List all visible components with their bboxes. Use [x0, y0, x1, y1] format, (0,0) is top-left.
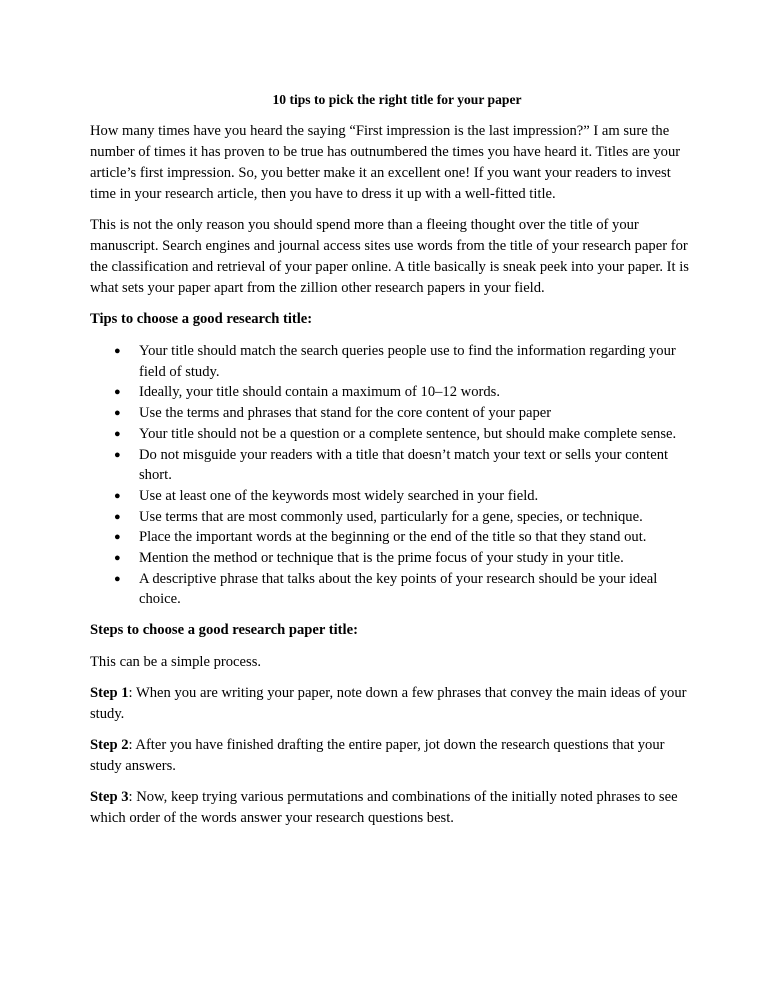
bullet-icon: ● [114, 448, 121, 461]
intro-paragraph-2: This is not the only reason you should spend more than a fleeing thought over the title of your manuscript. Search engines and journal access sites use words from the title of your research paper for the classification and retrieval of your paper online. A title basically is sneak peek into your paper. It is what sets your paper apart from the zillion other research papers in your field. [90, 217, 689, 296]
list-item [90, 382, 690, 403]
bullet-icon: ● [114, 489, 121, 502]
document-title: 10 tips to pick the right title for your paper [272, 92, 522, 107]
list-item [90, 341, 690, 382]
list-item [90, 507, 690, 528]
step-1 [90, 683, 690, 725]
list-item [90, 445, 690, 486]
tip-text: Use terms that are most commonly used, particularly for a gene, species, or technique. [139, 508, 643, 525]
step-text: : After you have finished drafting the entire paper, jot down the research questions that your study answers. [90, 737, 665, 775]
step-2 [90, 735, 690, 777]
tip-text: Mention the method or technique that is the prime focus of your study in your title. [139, 550, 624, 567]
steps-heading: Steps to choose a good research paper title: [90, 622, 358, 639]
tip-text: Use at least one of the keywords most widely searched in your field. [139, 487, 539, 504]
document-page [90, 90, 690, 839]
list-item [90, 548, 690, 569]
step-label: Step 1 [90, 685, 129, 702]
tip-text: Use the terms and phrases that stand for the core content of your paper [139, 405, 552, 422]
bullet-icon: ● [114, 345, 121, 357]
bullet-icon: ● [114, 510, 121, 523]
bullet-icon: ● [114, 407, 121, 420]
list-item [90, 527, 690, 548]
bullet-icon: ● [114, 531, 121, 544]
tip-text: Your title should not be a question or a complete sentence, but should make complete sense. [139, 425, 677, 442]
tip-text: A descriptive phrase that talks about the key points of your research should be your ideal choice. [139, 570, 658, 608]
bullet-icon: ● [114, 572, 121, 585]
tip-text: Your title should match the search queries people use to find the information regarding your field of study. [139, 343, 676, 380]
tip-text: Place the important words at the beginning or the end of the title so that they stand out. [139, 529, 647, 546]
step-3 [90, 787, 690, 829]
step-label: Step 2 [90, 737, 129, 754]
step-label: Step 3 [90, 789, 129, 806]
tips-heading: Tips to choose a good research title: [90, 311, 313, 327]
tips-list [90, 341, 690, 610]
steps-intro: This can be a simple process. [90, 654, 262, 671]
list-item [90, 424, 690, 445]
list-item [90, 403, 690, 424]
tip-text: Ideally, your title should contain a maximum of 10–12 words. [139, 384, 500, 401]
step-text: : Now, keep trying various permutations and combinations of the initially noted phrases to see which order of the words answer your research questions best. [90, 789, 678, 827]
bullet-icon: ● [114, 386, 121, 399]
list-item [90, 569, 690, 610]
list-item [90, 486, 690, 507]
tip-text: Do not misguide your readers with a title that doesn’t match your text or sells your content short. [139, 446, 669, 484]
bullet-icon: ● [114, 552, 121, 565]
bullet-icon: ● [114, 427, 121, 440]
step-text: : When you are writing your paper, note down a few phrases that convey the main ideas of your study. [90, 685, 687, 723]
intro-paragraph-1: How many times have you heard the saying “First impression is the last impression?” I am sure the number of times it has proven to be true has outnumbered the times you have heard it. Titles are your article’s first impression. So, you better make it an excellent one! If you want your readers to invest time in your research article, then you have to dress it up with a well-fitted title. [90, 123, 681, 202]
